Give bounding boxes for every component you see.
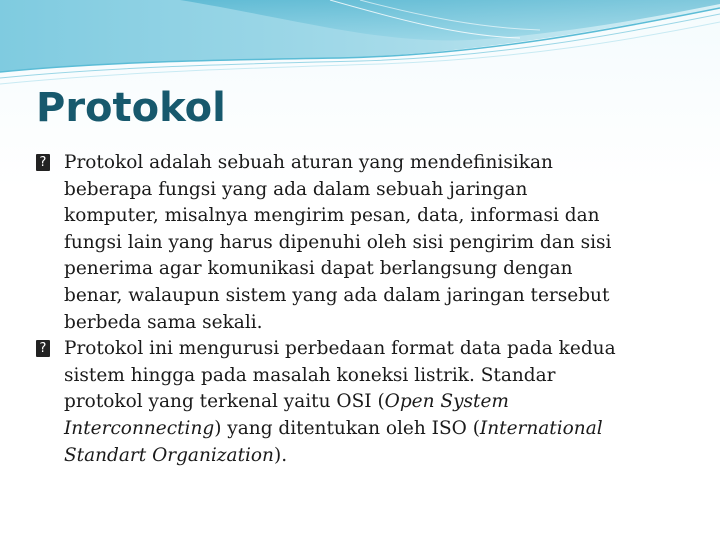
bullet-text: ). [273, 444, 288, 466]
bullet-line: Protokol adalah sebuah aturan yang mendefinisikan [64, 152, 553, 173]
italic-term: International [479, 417, 603, 439]
bullet-line: benar, walaupun sistem yang ada dalam jaringan tersebut [64, 284, 610, 306]
italic-term: Open System [384, 391, 509, 413]
bullet-line: penerima agar komunikasi dapat berlangsung dengan [64, 258, 573, 280]
slide-body [36, 150, 686, 469]
bullet-line: komputer, misalnya mengirim pesan, data, informasi dan [64, 205, 600, 227]
bullet-line: fungsi lain yang harus dipenuhi oleh sisi pengirim dan sisi [64, 231, 612, 253]
bullet-line: sistem hingga pada masalah koneksi listrik. Standar [64, 364, 556, 386]
bullet-line [64, 443, 686, 470]
bullet-text: ) yang ditentukan oleh ISO ( [214, 417, 480, 439]
italic-term: Standart Organization [64, 444, 274, 466]
slide-title: Protokol [36, 85, 226, 131]
bullet-marker-icon: ? [36, 340, 50, 357]
bullet-line [64, 416, 686, 443]
header-wave-decoration [0, 0, 720, 90]
bullet-line [64, 389, 686, 416]
bullet-line: berbeda sama sekali. [64, 311, 263, 333]
italic-term: Interconnecting [64, 417, 215, 439]
bullet-line: Protokol ini mengurusi perbedaan format data pada kedua [64, 338, 616, 360]
bullet-item [36, 336, 686, 469]
bullet-text: protokol yang terkenal yaitu OSI ( [64, 391, 385, 413]
bullet-marker-icon: ? [36, 154, 50, 171]
bullet-item [36, 150, 686, 336]
bullet-line: beberapa fungsi yang ada dalam sebuah jaringan [64, 178, 528, 200]
